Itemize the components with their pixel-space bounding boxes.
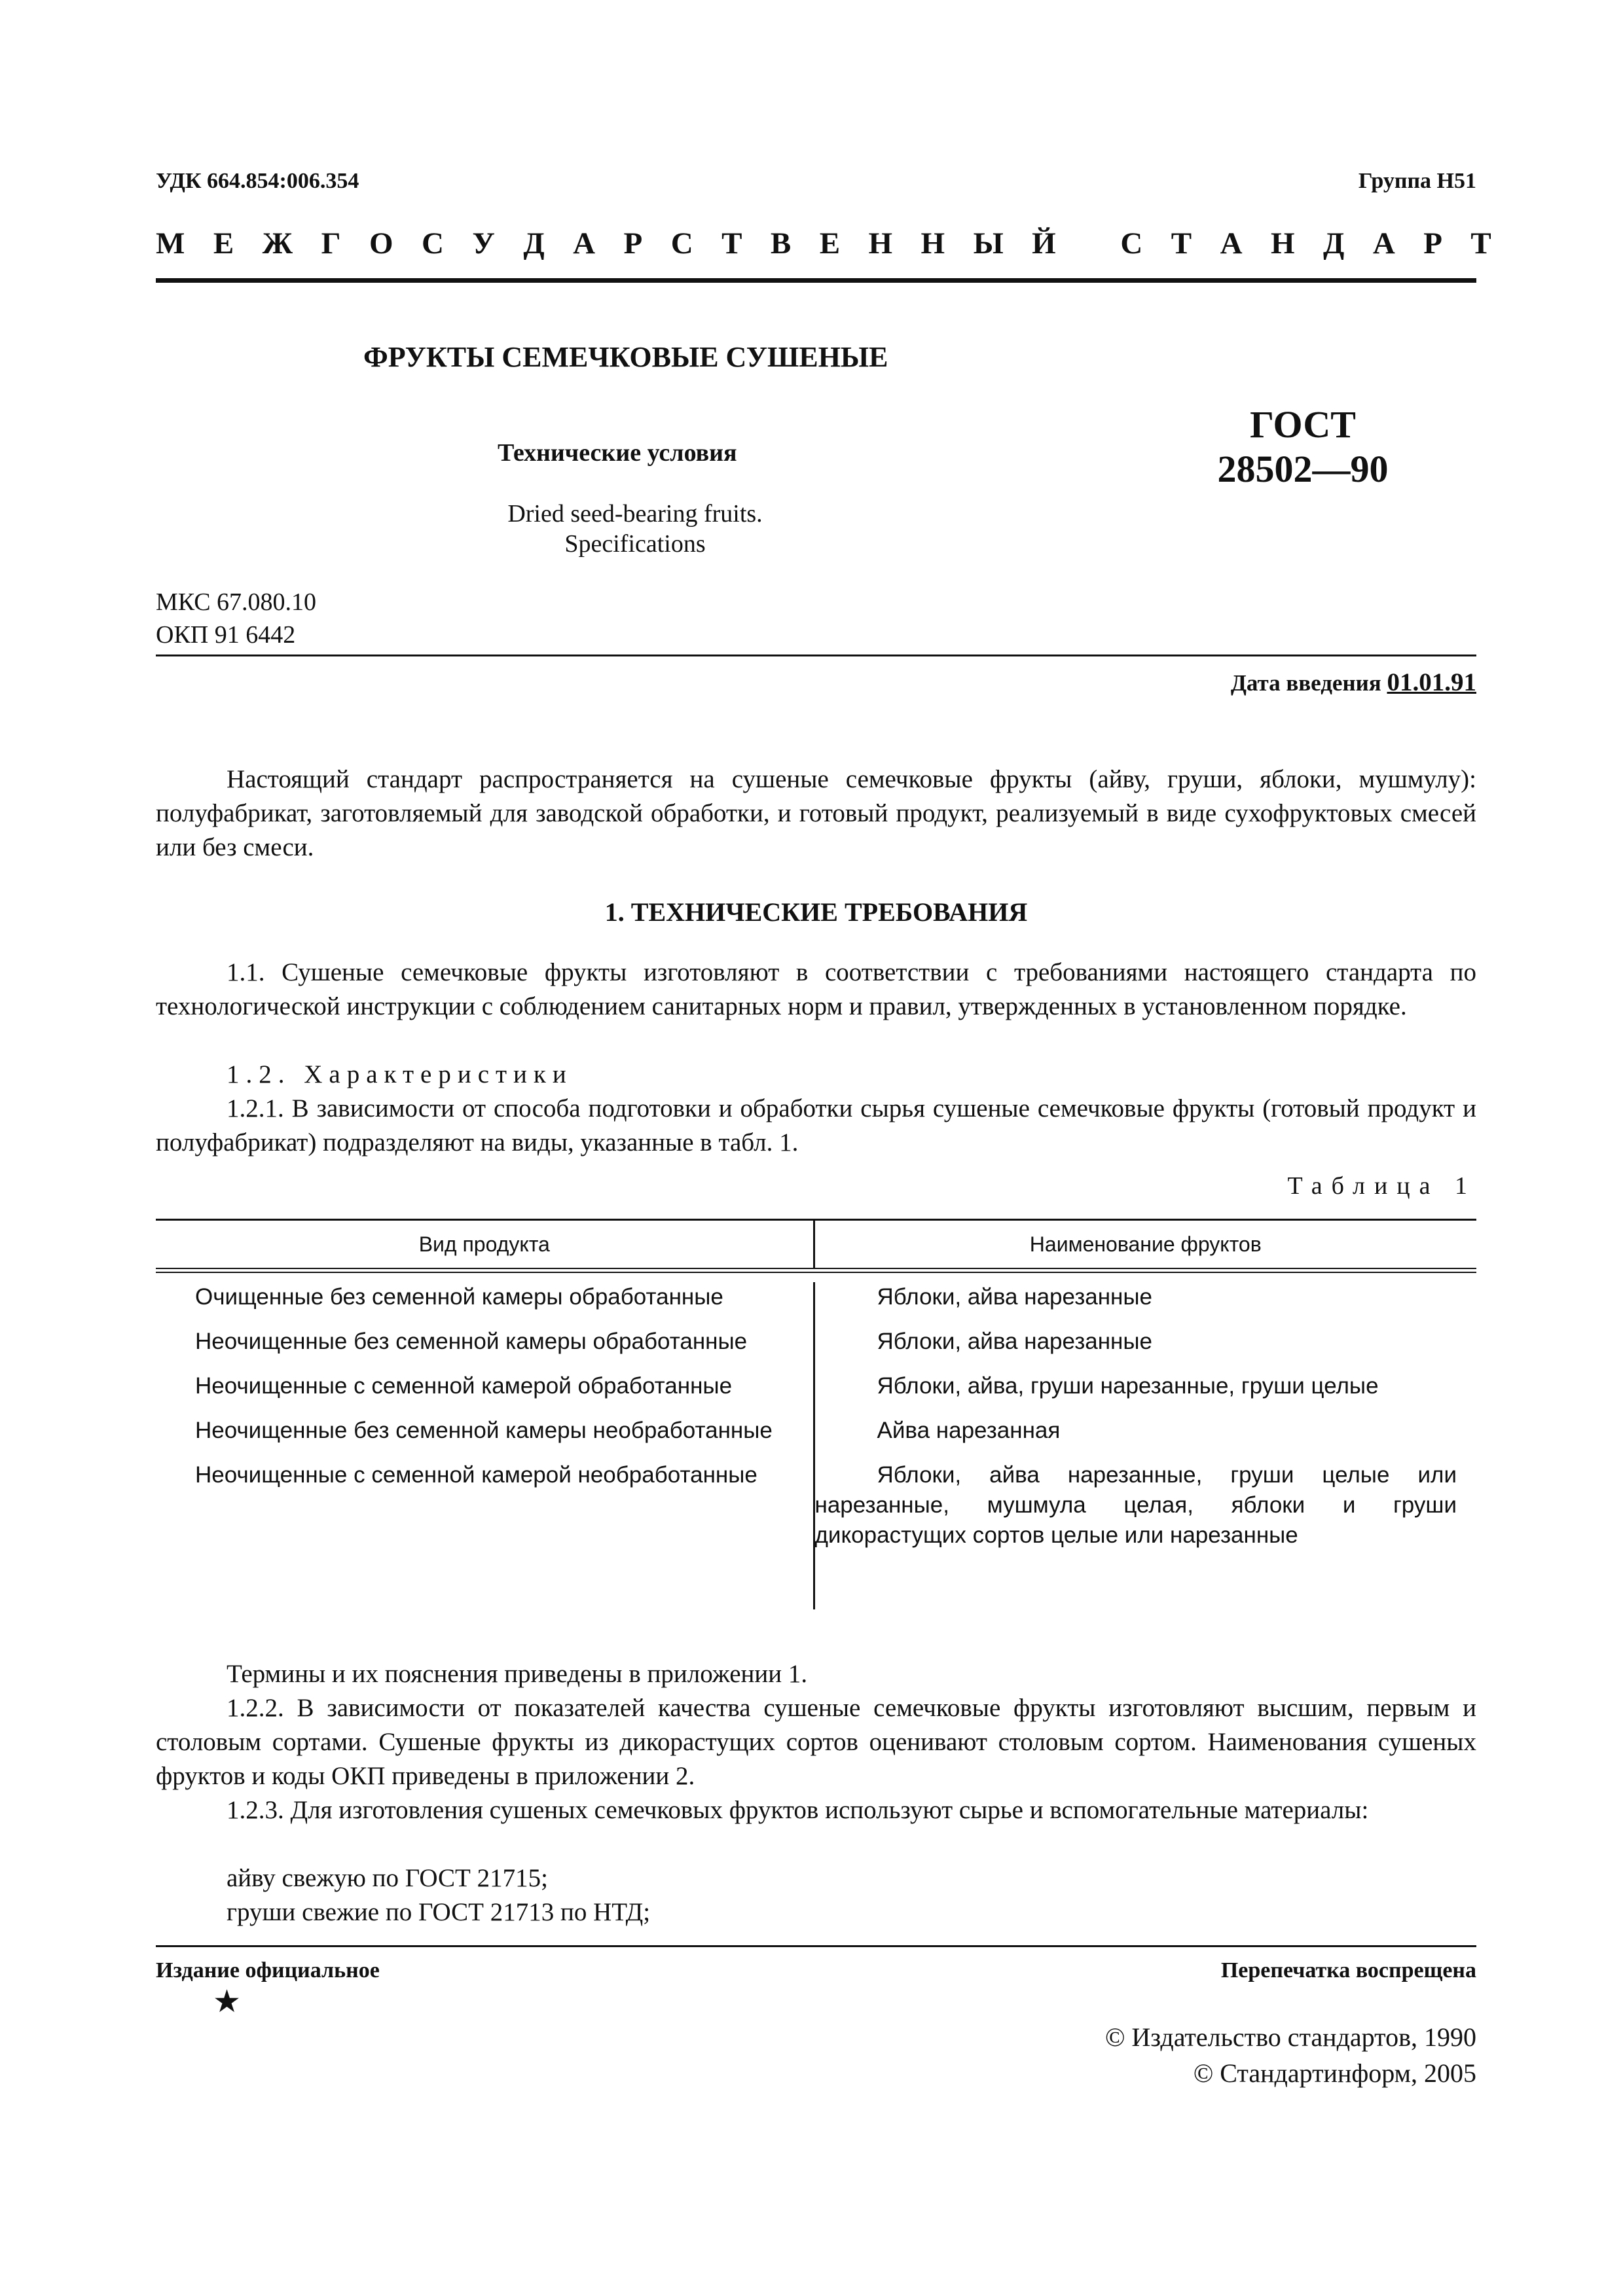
column-header: Вид продукта (156, 1221, 814, 1268)
banner-gap (1084, 226, 1092, 261)
section-heading: 1. ТЕХНИЧЕСКИЕ ТРЕБОВАНИЯ (604, 897, 1028, 927)
table-caption: Таблица 1 (1287, 1172, 1476, 1200)
product-kind-cell: Неочищенные без семенной камеры обработанные (156, 1327, 814, 1371)
banner-letter: А (1220, 226, 1243, 260)
banner-letter: А (1372, 226, 1395, 260)
fruit-name-cell: Яблоки, айва нарезанные, груши целые или нарезанные, мушмула целая, яблоки и груши дикорастущих сортов целые или нарезанные (814, 1462, 1457, 1548)
table-row (156, 1460, 1476, 1609)
document-subtitle: Технические условия (498, 439, 737, 467)
fruit-name-cell: Яблоки, айва нарезанные (877, 1284, 1152, 1310)
copyright-line-2: © Стандартинформ, 2005 (1193, 2058, 1476, 2088)
product-kind-cell: Очищенные без семенной камеры обработанные (156, 1282, 814, 1327)
interstate-standard-label (156, 226, 1491, 261)
udk-code: УДК 664.854:006.354 (156, 169, 359, 193)
english-title-line-2: Specifications (564, 530, 706, 558)
banner-letter: Т (721, 226, 742, 260)
banner-letter: Ж (262, 226, 293, 260)
table-row (156, 1327, 1476, 1371)
reprint-prohibited: Перепечатка воспрещена (1220, 1958, 1476, 1982)
table-row (156, 1371, 1476, 1416)
gost-label: ГОСТ (1250, 403, 1356, 446)
clause-1-2: 1.2. Характеристики (227, 1060, 573, 1088)
footer-rule (156, 1945, 1476, 1947)
banner-letter: Е (819, 226, 841, 260)
banner-letter: С (421, 226, 444, 260)
column-header: Наименование фруктов (1029, 1232, 1262, 1256)
material-item: айву свежую по ГОСТ 21715; (227, 1864, 548, 1892)
clause-1-2-1: 1.2.1. В зависимости от способа подготовки и обработки сырья сушеные семечковые фрукты (готовый продукт и полуфабрикат) подразделяют на виды, указанные в табл. 1. (156, 1094, 1476, 1157)
copyright-block (1105, 2019, 1476, 2091)
banner-letter: Д (1323, 226, 1345, 260)
table-row (156, 1416, 1476, 1460)
banner-letter: Т (1470, 226, 1491, 260)
clause-1-2-2: 1.2.2. В зависимости от показателей качества сушеные семечковые фрукты изготовляют высшим, первым и столовым сортами. Сушеные фрукты из дикорастущих сортов оценивают столовым сортом. Наименования сушеных фруктов и коды ОКП приведены в приложении 2. (156, 1694, 1476, 1790)
banner-letter: А (573, 226, 596, 260)
clause-1-2-3: 1.2.3. Для изготовления сушеных семечковых фруктов используют сырье и вспомогательные материалы: (227, 1796, 1369, 1824)
table-row (156, 1282, 1476, 1327)
banner-letter: У (472, 226, 495, 260)
intro-paragraph: Настоящий стандарт распространяется на сушеные семечковые фрукты (айву, груши, яблоки, мушмулу): полуфабрикат, заготовляемый для заводской обработки, и готовый продукт, реализуемый в виде сухофруктовых смесей или без смеси. (156, 765, 1476, 861)
banner-letter: М (156, 226, 185, 260)
banner-letter: Й (1032, 226, 1056, 260)
table-grid (156, 1221, 1476, 1609)
banner-letter: Ы (973, 226, 1004, 260)
banner-letter: Р (623, 226, 643, 260)
banner-letter: В (770, 226, 792, 260)
classification-codes (156, 586, 316, 651)
banner-letter: Н (1271, 226, 1295, 260)
gost-number: 28502—90 (1217, 448, 1389, 490)
table-1 (156, 1219, 1476, 1609)
clause-1-1: 1.1. Сушеные семечковые фрукты изготовляют в соответствии с требованиями настоящего стандарта по технологической инструкции с соблюдением санитарных норм и правил, утвержденных в установленном порядке. (156, 958, 1476, 1020)
group-code: Группа Н51 (1358, 169, 1476, 193)
codes-rule (156, 655, 1476, 656)
fruit-name-cell: Айва нарезанная (877, 1418, 1061, 1443)
intro-date (1231, 668, 1476, 697)
fruit-name-cell: Яблоки, айва, груши нарезанные, груши целые (877, 1373, 1379, 1399)
banner-letter: Е (213, 226, 234, 260)
header-rule (156, 278, 1476, 283)
table-header-row (156, 1221, 1476, 1268)
product-kind-cell: Неочищенные с семенной камерой необработанные (156, 1460, 814, 1609)
banner-letter: Н (921, 226, 945, 260)
terms-note: Термины и их пояснения приведены в приложении 1. (227, 1660, 808, 1688)
banner-letter: Т (1171, 226, 1192, 260)
banner-letter: С (1120, 226, 1143, 260)
banner-letter: Г (321, 226, 341, 260)
banner-letter: С (670, 226, 693, 260)
interstate-standard-banner (156, 226, 1491, 261)
star-icon: ★ (213, 1983, 242, 2020)
banner-letter: Р (1423, 226, 1442, 260)
mks-code: МКС 67.080.10 (156, 588, 317, 616)
official-edition: Издание официальное (156, 1958, 380, 1982)
fruit-name-cell: Яблоки, айва нарезанные (877, 1329, 1152, 1354)
banner-letter: Д (523, 226, 545, 260)
document-title: ФРУКТЫ СЕМЕЧКОВЫЕ СУШЕНЫЕ (363, 341, 888, 373)
english-title (458, 499, 812, 559)
intro-date-label: Дата введения (1230, 670, 1381, 696)
product-kind-cell: Неочищенные с семенной камерой обработанные (156, 1371, 814, 1416)
copyright-line-1: © Издательство стандартов, 1990 (1104, 2022, 1476, 2052)
product-kind-cell: Неочищенные без семенной камеры необработанные (156, 1416, 814, 1460)
gost-designation (1211, 403, 1395, 492)
english-title-line-1: Dried seed-bearing fruits. (507, 500, 763, 528)
intro-date-value: 01.01.91 (1387, 668, 1476, 696)
banner-letter: О (369, 226, 393, 260)
banner-letter: Н (868, 226, 893, 260)
material-item: груши свежие по ГОСТ 21713 по НТД; (227, 1898, 651, 1926)
okp-code: ОКП 91 6442 (156, 621, 296, 649)
